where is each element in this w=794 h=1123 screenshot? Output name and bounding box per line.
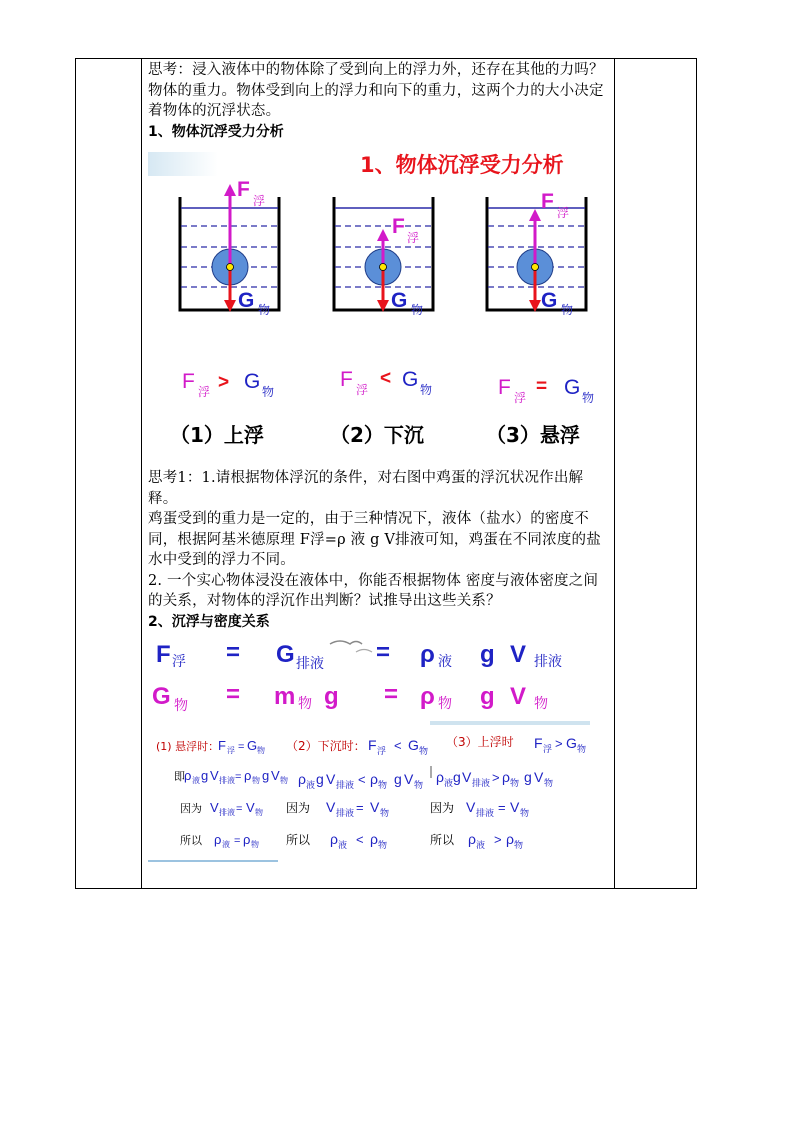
svg-text:F: F bbox=[498, 376, 511, 399]
svg-text:g: g bbox=[480, 683, 495, 710]
svg-text:物: 物 bbox=[378, 781, 388, 791]
svg-text:g: g bbox=[453, 769, 461, 785]
svg-text:ρ: ρ bbox=[330, 831, 338, 847]
question-3: 2. 一个实心物体浸没在液体中，你能否根据物体 密度与液体密度之间的关系，对物体的浮沉作出判断？试推导出这些关系？ bbox=[148, 572, 599, 609]
svg-text:物: 物 bbox=[577, 745, 587, 755]
svg-text:V: V bbox=[210, 768, 219, 783]
svg-text:F: F bbox=[541, 190, 554, 213]
svg-text:>: > bbox=[492, 770, 500, 785]
svg-text:F: F bbox=[534, 735, 543, 751]
svg-text:物: 物 bbox=[262, 385, 275, 399]
svg-text:F: F bbox=[368, 737, 377, 753]
svg-text:排液: 排液 bbox=[296, 656, 324, 672]
svg-text:ρ: ρ bbox=[436, 769, 444, 785]
svg-text:<: < bbox=[394, 738, 402, 753]
svg-text:g: g bbox=[394, 771, 402, 787]
svg-text:液: 液 bbox=[222, 840, 230, 849]
svg-text:液: 液 bbox=[476, 841, 486, 851]
svg-text:G: G bbox=[564, 376, 581, 399]
svg-text:液: 液 bbox=[192, 776, 200, 785]
svg-text:排液: 排液 bbox=[472, 779, 491, 789]
content-cell bbox=[148, 60, 610, 862]
svg-text:排液: 排液 bbox=[336, 809, 355, 819]
column-divider-right bbox=[614, 59, 615, 888]
svg-text:排液: 排液 bbox=[219, 776, 235, 785]
svg-text:V: V bbox=[404, 771, 414, 787]
svg-text:物: 物 bbox=[252, 776, 260, 785]
force-analysis-figure bbox=[148, 144, 610, 464]
svg-text:物: 物 bbox=[420, 383, 433, 397]
section-heading-1: 1、物体沉浮受力分析 bbox=[148, 123, 284, 140]
svg-text:因为: 因为 bbox=[180, 802, 202, 815]
svg-text:V: V bbox=[370, 799, 380, 815]
svg-text:物: 物 bbox=[255, 808, 263, 817]
svg-text:物: 物 bbox=[544, 779, 554, 789]
svg-text:G: G bbox=[247, 738, 258, 753]
case-sinking bbox=[286, 737, 431, 851]
svg-text:F: F bbox=[156, 641, 171, 668]
svg-text:排液: 排液 bbox=[336, 781, 355, 791]
svg-text:=: = bbox=[238, 741, 245, 753]
decor-band bbox=[430, 721, 590, 725]
svg-text:液: 液 bbox=[438, 654, 452, 670]
formula-buoyancy bbox=[156, 639, 562, 672]
svg-text:V: V bbox=[326, 771, 336, 787]
svg-text:g: g bbox=[524, 769, 532, 785]
svg-text:物: 物 bbox=[174, 698, 188, 714]
svg-text:浮: 浮 bbox=[377, 747, 387, 757]
svg-text:物: 物 bbox=[411, 303, 424, 317]
svg-text:浮: 浮 bbox=[253, 194, 266, 208]
svg-text:物: 物 bbox=[380, 809, 390, 819]
svg-text:V: V bbox=[326, 799, 336, 815]
svg-text:物: 物 bbox=[520, 809, 530, 819]
svg-text:浮: 浮 bbox=[198, 385, 211, 399]
svg-text:物: 物 bbox=[582, 391, 595, 405]
svg-text:F: F bbox=[392, 215, 405, 238]
svg-text:浮: 浮 bbox=[227, 746, 235, 755]
svg-text:=: = bbox=[536, 376, 548, 397]
svg-text:=: = bbox=[226, 681, 241, 708]
svg-text:ρ: ρ bbox=[184, 768, 192, 783]
svg-text:排液: 排液 bbox=[476, 809, 495, 819]
svg-text:g: g bbox=[201, 768, 209, 783]
svg-text:排液: 排液 bbox=[219, 808, 235, 817]
svg-text:物: 物 bbox=[414, 781, 424, 791]
relation-2 bbox=[340, 368, 432, 397]
svg-text:所以: 所以 bbox=[430, 833, 455, 847]
svg-text:G: G bbox=[244, 370, 261, 393]
question-2: 思考1：1.请根据物体浮沉的条件，对右图中鸡蛋的浮沉状况作出解释。 bbox=[148, 470, 584, 507]
svg-text:物: 物 bbox=[419, 747, 429, 757]
svg-text:G: G bbox=[152, 683, 171, 710]
svg-text:ρ: ρ bbox=[298, 771, 306, 787]
svg-text:（2）下沉时：: （2）下沉时： bbox=[286, 739, 366, 753]
svg-text:所以: 所以 bbox=[286, 833, 311, 847]
svg-text:g: g bbox=[316, 771, 324, 787]
svg-text:G: G bbox=[276, 641, 295, 668]
title-band bbox=[148, 152, 218, 176]
figure-title: 1、物体沉浮受力分析 bbox=[360, 153, 564, 177]
svg-text:V: V bbox=[510, 799, 520, 815]
svg-text:=: = bbox=[234, 835, 241, 847]
svg-text:液: 液 bbox=[338, 841, 348, 851]
answer-2: 鸡蛋受到的重力是一定的，由于三种情况下，液体（盐水）的密度不同，根据阿基米德原理 F浮=ρ 液 g V排液可知，鸡蛋在不同浓度的盐水中受到的浮力不同。 bbox=[148, 511, 601, 568]
question-1: 思考：浸入液体中的物体除了受到向上的浮力外，还存在其他的力吗？ bbox=[148, 62, 604, 78]
svg-text:V: V bbox=[466, 799, 476, 815]
svg-text:V: V bbox=[246, 800, 255, 815]
svg-text:ρ: ρ bbox=[420, 683, 435, 710]
svg-text:物: 物 bbox=[251, 840, 259, 849]
beaker-sinking bbox=[334, 197, 433, 317]
svg-text:g: g bbox=[480, 641, 495, 668]
case-rising bbox=[430, 734, 586, 851]
svg-text:物: 物 bbox=[257, 746, 265, 755]
svg-text:因为: 因为 bbox=[430, 801, 455, 815]
svg-text:<: < bbox=[356, 832, 364, 847]
svg-text:=: = bbox=[235, 771, 242, 783]
svg-text:V: V bbox=[510, 683, 527, 710]
svg-text:浮: 浮 bbox=[514, 391, 527, 405]
svg-text:F: F bbox=[218, 738, 226, 753]
svg-text:=: = bbox=[376, 639, 391, 666]
svg-text:物: 物 bbox=[438, 696, 452, 712]
svg-text:F: F bbox=[182, 370, 195, 393]
svg-text:g: g bbox=[324, 683, 339, 710]
svg-text:ρ: ρ bbox=[214, 832, 222, 847]
svg-text:ρ: ρ bbox=[370, 831, 378, 847]
caption-rising: （1）上浮 bbox=[170, 423, 264, 447]
beaker-suspended bbox=[487, 190, 586, 317]
column-divider-left bbox=[141, 59, 142, 888]
svg-text:(1) 悬浮时：: (1) 悬浮时： bbox=[156, 740, 220, 753]
svg-text:浮: 浮 bbox=[543, 745, 553, 755]
svg-text:G: G bbox=[391, 289, 408, 312]
svg-text:=: = bbox=[236, 803, 243, 815]
svg-text:G: G bbox=[541, 289, 558, 312]
svg-text:>: > bbox=[494, 832, 502, 847]
svg-text:g: g bbox=[262, 768, 270, 783]
svg-text:浮: 浮 bbox=[557, 206, 570, 220]
svg-text:G: G bbox=[566, 735, 577, 751]
svg-text:ρ: ρ bbox=[243, 832, 251, 847]
svg-text:=: = bbox=[226, 639, 241, 666]
case-suspended bbox=[156, 738, 288, 849]
section-heading-2: 2、沉浮与密度关系 bbox=[148, 613, 270, 630]
svg-text:物: 物 bbox=[298, 696, 312, 712]
caption-suspended: （3）悬浮 bbox=[486, 423, 580, 447]
svg-text:因为: 因为 bbox=[286, 801, 311, 815]
svg-text:浮: 浮 bbox=[172, 654, 186, 670]
svg-text:ρ: ρ bbox=[244, 768, 252, 783]
svg-text:G: G bbox=[408, 737, 419, 753]
svg-text:F: F bbox=[237, 178, 250, 201]
relation-1 bbox=[182, 370, 274, 399]
svg-text:浮: 浮 bbox=[356, 383, 369, 397]
formula-gravity bbox=[152, 681, 548, 714]
answer-1: 物体的重力。物体受到向上的浮力和向下的重力，这两个力的大小决定着物体的沉浮状态。 bbox=[148, 82, 604, 119]
svg-text:（3）上浮时: （3）上浮时 bbox=[446, 735, 514, 749]
svg-text:V: V bbox=[510, 641, 527, 668]
svg-text:>: > bbox=[218, 372, 230, 393]
svg-text:物: 物 bbox=[378, 841, 388, 851]
svg-text:V: V bbox=[210, 800, 219, 815]
svg-text:<: < bbox=[358, 772, 366, 787]
svg-text:ρ: ρ bbox=[506, 831, 514, 847]
svg-text:>: > bbox=[555, 736, 563, 751]
svg-text:物: 物 bbox=[534, 696, 548, 712]
svg-text:V: V bbox=[462, 769, 472, 785]
relation-3 bbox=[498, 376, 594, 405]
svg-text:排液: 排液 bbox=[534, 654, 562, 670]
svg-text:<: < bbox=[380, 368, 392, 389]
svg-text:物: 物 bbox=[280, 776, 288, 785]
svg-text:ρ: ρ bbox=[420, 641, 435, 668]
svg-text:ρ: ρ bbox=[370, 771, 378, 787]
svg-text:m: m bbox=[274, 683, 296, 710]
svg-text:ρ: ρ bbox=[468, 831, 476, 847]
svg-text:即: 即 bbox=[174, 770, 185, 783]
svg-text:G: G bbox=[238, 289, 255, 312]
svg-text:=: = bbox=[356, 800, 364, 815]
svg-text:V: V bbox=[534, 769, 544, 785]
svg-text:V: V bbox=[271, 768, 280, 783]
svg-text:ρ: ρ bbox=[502, 769, 510, 785]
density-relation-figure bbox=[148, 632, 610, 862]
svg-text:浮: 浮 bbox=[407, 231, 420, 245]
svg-text:=: = bbox=[384, 681, 399, 708]
svg-text:所以: 所以 bbox=[180, 834, 202, 847]
svg-text:物: 物 bbox=[514, 841, 524, 851]
svg-text:液: 液 bbox=[444, 779, 454, 789]
svg-text:物: 物 bbox=[510, 779, 520, 789]
svg-text:G: G bbox=[402, 368, 419, 391]
svg-text:物: 物 bbox=[258, 303, 271, 317]
svg-text:物: 物 bbox=[561, 303, 574, 317]
caption-sinking: （2）下沉 bbox=[330, 423, 424, 447]
bird-decoration bbox=[330, 641, 362, 644]
svg-text:F: F bbox=[340, 368, 353, 391]
beaker-rising bbox=[180, 178, 279, 317]
svg-text:液: 液 bbox=[306, 781, 316, 791]
svg-text:=: = bbox=[498, 800, 506, 815]
